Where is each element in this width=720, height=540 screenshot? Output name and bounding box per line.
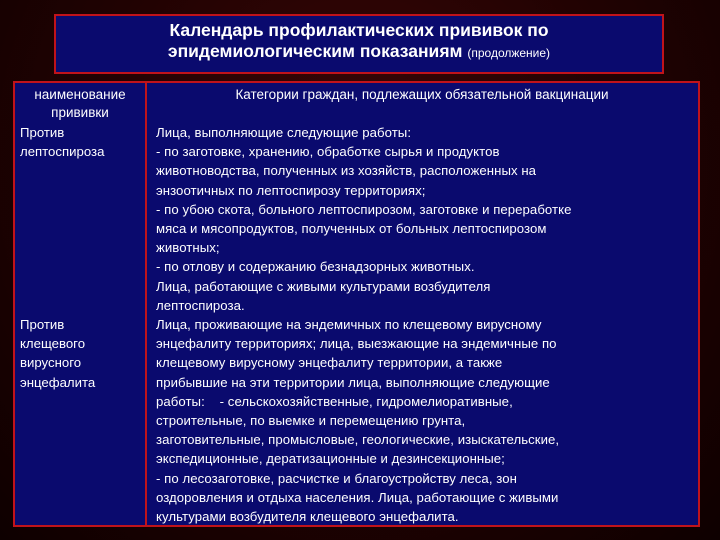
category-line: Лица, работающие с живыми культурами возбудителя — [156, 278, 491, 294]
category-line: заготовительные, промысловые, геологические, изыскательские, — [156, 432, 560, 448]
vaccination-table — [13, 81, 700, 527]
category-line: - по убою скота, больного лептоспирозом, заготовке и переработке — [156, 201, 572, 217]
row-leptospirosis-name — [20, 123, 142, 161]
slide-title-note: (продолжение) — [467, 46, 551, 60]
vaccine-name-line: вирусного — [20, 355, 82, 371]
slide-title-main: эпидемиологическим показаниям — [167, 41, 463, 61]
row-encephalitis-categories — [156, 315, 696, 526]
vaccine-name-line: лептоспироза — [20, 144, 105, 160]
category-line: энзоотичных по лептоспирозу территориях; — [156, 182, 426, 198]
row-leptospirosis-categories — [156, 123, 696, 315]
category-line: мяса и мясопродуктов, полученных от больных лептоспирозом — [156, 221, 547, 237]
category-line: оздоровления и отдыха населения. Лица, работающие с живыми — [156, 489, 559, 505]
vaccine-name-line: Против — [20, 125, 65, 140]
category-line: энцефалиту территориях; лица, выезжающие на эндемичные по — [156, 336, 557, 352]
slide-title-line-1: Календарь профилактических прививок по — [169, 20, 549, 40]
slide-title-box — [54, 14, 664, 74]
column-divider — [145, 83, 147, 525]
category-line: животноводства, полученных из хозяйств, расположенных на — [156, 163, 537, 179]
header-vaccine-name-line: прививки — [51, 105, 109, 120]
row-encephalitis-name — [20, 315, 142, 392]
category-line: прибывшие на эти территории лица, выполняющие следующие — [156, 374, 550, 390]
slide-title-line-2 — [56, 40, 662, 64]
category-line: лептоспироза. — [156, 297, 245, 313]
vaccine-name-line: Против — [20, 317, 65, 332]
category-line: Лица, проживающие на эндемичных по клещевому вирусному — [156, 317, 542, 332]
category-line: - по отлову и содержанию безнадзорных животных. — [156, 259, 475, 275]
category-line: - по лесозаготовке, расчистке и благоустройству леса, зон — [156, 470, 517, 486]
header-categories: Категории граждан, подлежащих обязательной вакцинации — [235, 87, 609, 102]
category-line: животных; — [156, 240, 220, 256]
vaccine-name-line: энцефалита — [20, 374, 96, 390]
category-line: Лица, выполняющие следующие работы: — [156, 125, 412, 140]
header-vaccine-name — [15, 86, 145, 122]
category-line: работы: - сельскохозяйственные, гидромелиоративные, — [156, 393, 513, 409]
header-vaccine-name-line: наименование — [34, 87, 126, 102]
category-line: строительные, по выемке и перемещению грунта, — [156, 413, 466, 429]
category-line: клещевому вирусному энцефалиту территории, а также — [156, 355, 503, 371]
vaccine-name-line: клещевого — [20, 336, 86, 352]
category-line: культурами возбудителя клещевого энцефалита. — [156, 509, 459, 525]
category-line: - по заготовке, хранению, обработке сырья и продуктов — [156, 144, 500, 160]
category-line: экспедиционные, дератизационные и дезинсекционные; — [156, 451, 505, 467]
